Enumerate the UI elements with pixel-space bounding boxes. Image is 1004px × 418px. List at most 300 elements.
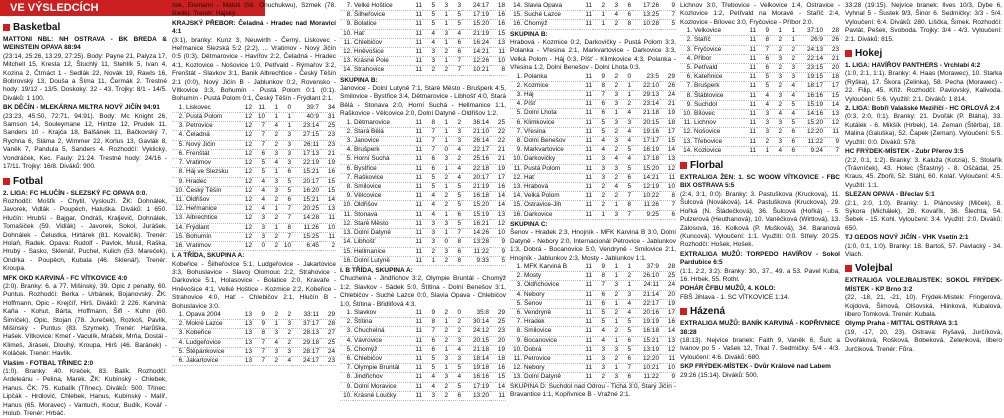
- team-cell: Hradek: [523, 318, 580, 327]
- wins-cell: 3: [593, 164, 606, 173]
- team-cell: Dolní Moravice: [353, 382, 410, 391]
- draws-cell: 3: [266, 347, 279, 356]
- score-cell: 10:21: [462, 66, 490, 75]
- table-row: [340, 336, 506, 345]
- played-cell: 12: [240, 205, 253, 214]
- played-cell: 11: [580, 336, 593, 345]
- rank-cell: 14.: [340, 66, 353, 75]
- score-cell: 40:9: [292, 113, 320, 122]
- table-row: [340, 164, 506, 173]
- team-cell: Nebory: [523, 290, 580, 299]
- losses-cell: 6: [619, 373, 632, 382]
- score-cell: 20:15: [632, 118, 660, 127]
- wins-cell: 4: [593, 137, 606, 146]
- losses-cell: 3: [449, 137, 462, 146]
- team-cell: Brušperk: [693, 82, 744, 91]
- losses-cell: 2: [449, 318, 462, 327]
- points-cell: 10: [660, 183, 676, 192]
- column-5: [680, 2, 840, 403]
- wins-cell: 6: [593, 109, 606, 118]
- table-row: [680, 27, 840, 36]
- draws-cell: 2: [436, 327, 449, 336]
- table-row: [340, 66, 506, 75]
- draws-cell: 4: [606, 11, 619, 20]
- score-cell: 9:25: [632, 210, 660, 219]
- draws-cell: 2: [606, 20, 619, 29]
- table-row: [510, 2, 676, 11]
- wins-cell: 3: [423, 57, 436, 66]
- losses-cell: 7: [449, 57, 462, 66]
- column-4: [510, 2, 676, 403]
- table-row: [172, 168, 336, 177]
- team-cell: Staré Město: [353, 219, 410, 228]
- draws-cell: 3: [606, 210, 619, 219]
- played-cell: 11: [580, 272, 593, 281]
- rank-cell: 2.: [510, 81, 523, 90]
- draws-cell: 2: [436, 173, 449, 182]
- table-row: [172, 347, 336, 356]
- c-results: [510, 221, 676, 263]
- losses-cell: 3: [449, 127, 462, 136]
- draws-cell: 2: [436, 336, 449, 345]
- rank-cell: 9.: [680, 100, 693, 109]
- wins-cell: 6: [593, 299, 606, 308]
- score-cell: 24:17: [462, 2, 490, 11]
- losses-cell: 4: [279, 356, 292, 365]
- wins-cell: 9: [423, 309, 436, 318]
- table-row: [172, 186, 336, 195]
- standings-table: [510, 263, 676, 383]
- team-cell: Píšť: [523, 100, 580, 109]
- draws-cell: 1: [436, 164, 449, 173]
- wins-cell: 7: [423, 327, 436, 336]
- draws-cell: 2: [266, 195, 279, 204]
- points-cell: 10: [320, 223, 336, 232]
- draws-cell: 4: [266, 122, 279, 131]
- losses-cell: 1: [619, 263, 632, 272]
- score-cell: 20:16: [632, 308, 660, 317]
- standings-table: [172, 104, 336, 251]
- table-row: [340, 57, 506, 66]
- rank-cell: 13.: [340, 229, 353, 238]
- wins-cell: 4: [757, 100, 770, 109]
- table-row: [510, 137, 676, 146]
- draws-cell: 3: [770, 54, 783, 63]
- losses-cell: 2: [783, 45, 796, 54]
- points-cell: 15: [490, 373, 506, 382]
- rank-cell: 14.: [680, 146, 693, 155]
- rank-cell: 13.: [340, 57, 353, 66]
- rank-cell: 2.: [680, 36, 693, 45]
- score-cell: 28:17: [292, 347, 320, 356]
- team-cell: Oldřišov: [353, 201, 410, 210]
- rank-cell: 16.: [340, 256, 353, 265]
- rank-cell: 14.: [172, 223, 185, 232]
- score-cell: 14:16: [796, 110, 824, 119]
- draws-cell: 1: [606, 318, 619, 327]
- result-headline: SLEZAN OPAVA - Břeclav 5:1: [845, 191, 1002, 199]
- rank-cell: 3.: [510, 91, 523, 100]
- points-cell: 9: [824, 137, 840, 146]
- points-cell: 11: [824, 128, 840, 137]
- table-row: [340, 173, 506, 182]
- draws-cell: 1: [436, 364, 449, 373]
- losses-cell: 2: [449, 119, 462, 128]
- wins-cell: 4: [423, 192, 436, 201]
- wins-cell: 2: [593, 183, 606, 192]
- wins-cell: 4: [423, 201, 436, 210]
- played-cell: 11: [580, 81, 593, 90]
- played-cell: 11: [580, 127, 593, 136]
- c-results: [340, 267, 506, 309]
- rank-cell: 7.: [340, 173, 353, 182]
- draws-cell: 2: [436, 309, 449, 318]
- rank-cell: 11.: [510, 354, 523, 363]
- rank-cell: 2.: [172, 320, 185, 329]
- losses-cell: 3: [449, 354, 462, 363]
- played-cell: 11: [410, 48, 423, 57]
- team-cell: Hať: [523, 173, 580, 182]
- table-row: [172, 320, 336, 329]
- losses-cell: 7: [279, 232, 292, 241]
- table-row: [172, 131, 336, 140]
- score-cell: 22:10: [632, 81, 660, 90]
- score-cell: 16:21: [462, 219, 490, 228]
- played-cell: 11: [580, 109, 593, 118]
- wins-cell: 5: [423, 11, 436, 20]
- result-headline: SKUPINA C:: [510, 221, 676, 229]
- table-row: [510, 173, 676, 182]
- table-row: [680, 82, 840, 91]
- rank-cell: 11.: [510, 164, 523, 173]
- table-row: [340, 256, 506, 265]
- text-block: [845, 2, 1002, 44]
- draws-cell: 1: [436, 183, 449, 192]
- table-row: [340, 391, 506, 400]
- draws-cell: 2: [436, 382, 449, 391]
- team-cell: Nošovice: [693, 128, 744, 137]
- team-cell: Vřesina: [523, 127, 580, 136]
- rank-cell: 5.: [340, 345, 353, 354]
- points-cell: 15: [824, 91, 840, 100]
- score-cell: 15:20: [462, 20, 490, 29]
- wins-cell: 8: [593, 81, 606, 90]
- draws-cell: 3: [606, 100, 619, 109]
- team-cell: Albrechtice: [185, 214, 240, 223]
- draws-cell: 3: [770, 119, 783, 128]
- wins-cell: 4: [757, 91, 770, 100]
- rank-cell: 12.: [510, 364, 523, 373]
- losses-cell: 7: [619, 192, 632, 201]
- table-row: [340, 354, 506, 363]
- draws-cell: 3: [436, 29, 449, 38]
- draws-cell: 3: [606, 373, 619, 382]
- result-text: (19, -17, 20, 23). Ostrava: Ryšavá, Jurčíková, Dvořáková, Rošková, Bobeková, Zelenková, libero Jurčíková. Trenér: Fůra.: [845, 329, 1002, 353]
- table-row: [510, 100, 676, 109]
- result-headline: I. A TŘÍDA, SKUPINA A:: [172, 252, 336, 260]
- basketbal-header: Basketbal: [3, 21, 167, 34]
- rank-cell: 14.: [340, 238, 353, 247]
- points-cell: 19: [660, 109, 676, 118]
- rank-cell: 5.: [510, 109, 523, 118]
- table-row: [510, 91, 676, 100]
- played-cell: 11: [410, 210, 423, 219]
- rank-cell: 8.: [172, 168, 185, 177]
- losses-cell: 6: [783, 137, 796, 146]
- rank-cell: 9.: [510, 336, 523, 345]
- table-row: [340, 146, 506, 155]
- rank-cell: 7.: [172, 159, 185, 168]
- points-cell: 26: [824, 36, 840, 45]
- points-cell: 22: [490, 127, 506, 136]
- rank-cell: 10.: [510, 155, 523, 164]
- played-cell: 11: [410, 20, 423, 29]
- draws-cell: 4: [266, 159, 279, 168]
- table-row: [340, 219, 506, 228]
- team-cell: Darkovičky: [523, 155, 580, 164]
- losses-cell: 6: [783, 128, 796, 137]
- played-cell: 11: [410, 327, 423, 336]
- rank-cell: 8.: [510, 137, 523, 146]
- wins-cell: 5: [423, 20, 436, 29]
- team-cell: Příbor: [693, 54, 744, 63]
- played-cell: 11: [744, 128, 757, 137]
- table-row: [172, 122, 336, 131]
- rank-cell: 12.: [680, 128, 693, 137]
- points-cell: 21: [320, 149, 336, 158]
- team-cell: Oldřichovice: [523, 281, 580, 290]
- wins-cell: 4: [423, 210, 436, 219]
- score-cell: 15:25: [292, 232, 320, 241]
- result-headline: Olymp Praha - MITTAL OSTRAVA 3:1: [845, 320, 1002, 328]
- rank-cell: 8.: [340, 373, 353, 382]
- rank-cell: 7.: [340, 364, 353, 373]
- points-cell: 16: [490, 364, 506, 373]
- team-cell: Dětmarovice: [353, 119, 410, 128]
- table-row: [680, 36, 840, 45]
- wins-cell: 7: [253, 122, 266, 131]
- draws-cell: 1: [266, 113, 279, 122]
- score-cell: 16:16: [796, 91, 824, 100]
- points-cell: 20: [490, 336, 506, 345]
- played-cell: 11: [410, 247, 423, 256]
- points-cell: 28: [824, 27, 840, 36]
- played-cell: 11: [580, 183, 593, 192]
- score-cell: 14:21: [462, 48, 490, 57]
- draws-cell: 3: [606, 2, 619, 11]
- wins-cell: 5: [253, 168, 266, 177]
- standings-table: [340, 119, 506, 266]
- rank-cell: 1.: [340, 119, 353, 128]
- points-cell: 20: [824, 64, 840, 73]
- table-row: [510, 263, 676, 272]
- draws-cell: 1: [606, 299, 619, 308]
- points-cell: 14: [320, 195, 336, 204]
- played-cell: 11: [580, 100, 593, 109]
- played-cell: 12: [240, 113, 253, 122]
- wins-cell: 7: [757, 45, 770, 54]
- draws-cell: 1: [436, 57, 449, 66]
- wins-cell: 8: [423, 318, 436, 327]
- team-cell: Jindřichov: [353, 373, 410, 382]
- losses-cell: 4: [449, 29, 462, 38]
- wins-cell: 0: [253, 241, 266, 250]
- played-cell: 11: [410, 192, 423, 201]
- rank-cell: 16.: [510, 210, 523, 219]
- score-cell: 14:21: [632, 173, 660, 182]
- losses-cell: 5: [449, 192, 462, 201]
- played-cell: 11: [410, 382, 423, 391]
- score-cell: 17:19: [462, 11, 490, 20]
- points-cell: 13: [660, 155, 676, 164]
- table-row: [340, 29, 506, 38]
- draws-cell: 3: [436, 354, 449, 363]
- score-cell: 17:13: [292, 149, 320, 158]
- losses-cell: 5: [783, 119, 796, 128]
- rank-cell: 9.: [340, 192, 353, 201]
- points-cell: 18: [660, 118, 676, 127]
- wins-cell: 6: [593, 100, 606, 109]
- played-cell: 11: [410, 57, 423, 66]
- draws-cell: 1: [266, 168, 279, 177]
- result-headline: MFK OKD KARVINÁ - FC VÍTKOVICE 4:0: [3, 275, 167, 283]
- played-cell: 11: [580, 281, 593, 290]
- team-cell: Polanka: [523, 73, 580, 82]
- team-cell: Liskovec: [185, 104, 240, 113]
- result-headline: SKP FRÝDEK-MÍSTEK - Dvůr Králové nad Labem: [680, 363, 840, 371]
- team-cell: Chomýž: [523, 20, 580, 29]
- draws-cell: 3: [436, 247, 449, 256]
- wins-cell: 3: [253, 232, 266, 241]
- score-cell: 19:19: [632, 318, 660, 327]
- points-cell: 16: [490, 183, 506, 192]
- losses-cell: 5: [279, 177, 292, 186]
- losses-cell: 2: [279, 338, 292, 347]
- table-row: [510, 373, 676, 382]
- losses-cell: 7: [619, 364, 632, 373]
- team-cell: MFK Karviná B: [523, 263, 580, 272]
- losses-cell: 8: [449, 238, 462, 247]
- score-cell: 9:33: [462, 256, 490, 265]
- standings-table: [340, 2, 506, 76]
- played-cell: 11: [744, 45, 757, 54]
- wins-cell: 10: [253, 113, 266, 122]
- wins-cell: 3: [757, 119, 770, 128]
- table-row: [340, 238, 506, 247]
- text-block: Lichnov 3:0, Třebovice - Velkovice 1:4, Ostravice - Kozlovice 1:2, Petřvald na Moravě - Staříč 2:4, Kozlovice - Bílovec 3:0, Fryčovice - Příbor 2:0.: [680, 2, 840, 27]
- points-cell: 13: [660, 336, 676, 345]
- draws-cell: 2: [266, 356, 279, 365]
- team-cell: Dolní Datyně: [523, 373, 580, 382]
- wins-cell: 6: [423, 155, 436, 164]
- team-cell: Smilovice: [523, 327, 580, 336]
- table-row: [510, 109, 676, 118]
- played-cell: 11: [580, 20, 593, 29]
- points-cell: 16: [490, 11, 506, 20]
- team-cell: Slavia Opava: [523, 2, 580, 11]
- wins-cell: 4: [253, 186, 266, 195]
- score-cell: 23:14: [292, 122, 320, 131]
- score-cell: 22:14: [796, 54, 824, 63]
- table-row: [340, 38, 506, 47]
- draws-cell: 1: [606, 272, 619, 281]
- wins-cell: 9: [253, 311, 266, 320]
- score-cell: 24:12: [462, 327, 490, 336]
- result-text: Šenov - Hradek 2:3, Hnojník - MFK Karviná B 3:0, Dolní Datyně - Nebory 2:0, Internacionál Petrovice - Jablunkov 1:3, Dobrá - Bocanovice 5:0, Vendryně - Smilovice 2:1, Hnojník - Jablunkov 2:3, Mosty - Jablunkov 1:1.: [510, 229, 676, 261]
- team-cell: Ludgeřovice: [185, 338, 240, 347]
- rank-cell: 1.: [172, 311, 185, 320]
- wins-cell: 7: [253, 356, 266, 365]
- draws-cell: 2: [436, 256, 449, 265]
- losses-cell: 5: [449, 11, 462, 20]
- team-cell: Pustá Polom: [185, 113, 240, 122]
- played-cell: 11: [580, 308, 593, 317]
- played-cell: 11: [744, 119, 757, 128]
- points-cell: 9: [490, 238, 506, 247]
- points-cell: 34: [320, 104, 336, 113]
- draws-cell: 3: [606, 345, 619, 354]
- losses-cell: 5: [449, 219, 462, 228]
- team-cell: Velkovice: [693, 27, 744, 36]
- result-text: Chuchelná - Jindřichov 3:2, Olympie Bruntál - Chomýž 1:2, Slavkov - Sádek 5:0, Štítina - Dolní Benešov 3:1, Chlebičov - Suché Lazce 0:0, Slavia Opava - Chlebičov 1:0, Štítina - Břidlifová 4:3.: [340, 275, 506, 307]
- table-row: [340, 48, 506, 57]
- points-cell: 2: [320, 241, 336, 250]
- losses-cell: 6: [783, 146, 796, 155]
- team-cell: Darkovice: [523, 210, 580, 219]
- result-headline: MATTONI NBL: NH OSTRAVA - BK BREDA & WEINSTEIN OPAVA 88:94: [3, 36, 167, 53]
- team-cell: Vratimov: [185, 241, 240, 250]
- team-cell: Markvartovice: [523, 146, 580, 155]
- wins-cell: 3: [593, 173, 606, 182]
- points-cell: 23: [824, 45, 840, 54]
- draws-cell: 1: [436, 127, 449, 136]
- rank-cell: 5.: [680, 64, 693, 73]
- played-cell: 12: [240, 168, 253, 177]
- draws-cell: 2: [266, 241, 279, 250]
- wins-cell: 3: [253, 214, 266, 223]
- rank-cell: 10.: [172, 186, 185, 195]
- played-cell: 11: [410, 38, 423, 47]
- team-cell: Hať: [353, 29, 410, 38]
- result-headline: I. B TŘÍDA, SKUPINA A:: [340, 267, 506, 275]
- losses-cell: 5: [783, 100, 796, 109]
- points-cell: 10: [660, 364, 676, 373]
- rank-cell: 5.: [510, 299, 523, 308]
- points-cell: 23: [320, 131, 336, 140]
- score-cell: 20:25: [292, 205, 320, 214]
- wins-cell: 3: [423, 229, 436, 238]
- played-cell: 13: [240, 320, 253, 329]
- score-cell: 16:20: [292, 186, 320, 195]
- played-cell: 11: [410, 127, 423, 136]
- losses-cell: 7: [279, 214, 292, 223]
- team-cell: Suché Lazce: [523, 11, 580, 20]
- score-cell: 19:18: [462, 364, 490, 373]
- draws-cell: 4: [606, 155, 619, 164]
- hazena-header: Házená: [680, 305, 840, 318]
- losses-cell: 5: [619, 327, 632, 336]
- losses-cell: 3: [783, 73, 796, 82]
- table-row: [680, 128, 840, 137]
- draws-cell: 3: [436, 2, 449, 11]
- played-cell: 11: [410, 219, 423, 228]
- points-cell: 28: [320, 320, 336, 329]
- team-cell: Petrovice: [523, 354, 580, 363]
- losses-cell: 6: [449, 48, 462, 57]
- table-row: [172, 149, 336, 158]
- wins-cell: 8: [423, 119, 436, 128]
- team-cell: Jakartovice: [185, 356, 240, 365]
